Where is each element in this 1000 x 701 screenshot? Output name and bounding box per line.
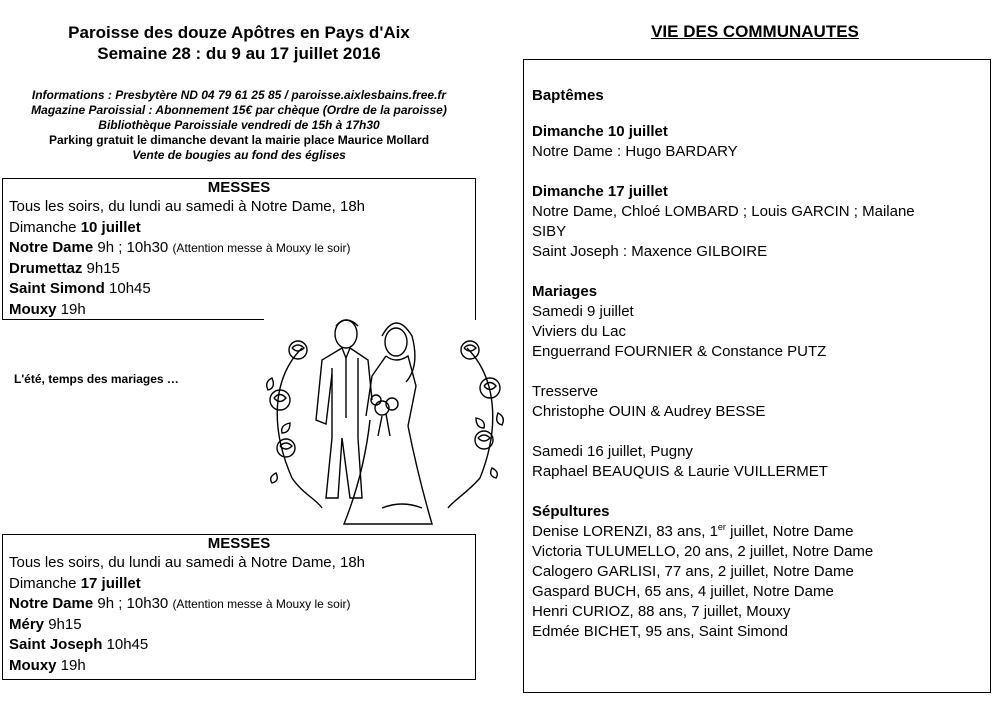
info-line-parking: Parking gratuit le dimanche devant la mairie place Maurice Mollard: [48, 133, 430, 147]
spacer: [532, 362, 982, 382]
mass-time: 9h15: [44, 615, 82, 633]
ordinal-superscript: er: [717, 522, 726, 532]
place-name: Méry: [9, 615, 45, 633]
mass-time: 10h45: [104, 280, 151, 297]
weekday-masses: Tous les soirs, du lundi au samedi à Notre Dame, 18h: [9, 198, 366, 215]
wedding-couple-illustration: [262, 308, 506, 536]
mariages-line: Samedi 16 juillet, Pugny: [532, 443, 693, 460]
sepultures-line: Victoria TULUMELLO, 20 ans, 2 juillet, Notre Dame: [532, 543, 874, 560]
mass-place-3: [3, 279, 475, 300]
sepultures-line: [532, 522, 982, 542]
spacer: [532, 162, 982, 182]
summer-caption: L'été, temps des mariages …: [14, 372, 179, 386]
communautes-box: [523, 59, 991, 693]
spacer: [532, 482, 982, 502]
sepultures-line: Edmée BICHET, 95 ans, Saint Simond: [532, 623, 788, 640]
communautes-title: VIE DES COMMUNAUTES: [651, 22, 859, 41]
mariages-line: Viviers du Lac: [532, 323, 626, 340]
sepultures-line: Henri CURIOZ, 88 ans, 7 juillet, Mouxy: [532, 603, 791, 620]
mass-note: (Attention messe à Mouxy le soir): [172, 597, 351, 611]
mass-time: 10h45: [102, 636, 149, 653]
spacer: [532, 106, 982, 122]
mass-place-3: [3, 635, 475, 656]
sunday-date: 17 juillet: [80, 574, 141, 592]
messes-box-2: [2, 534, 476, 680]
place-name: Mouxy: [9, 300, 57, 318]
baptemes-entry: Notre Dame : Hugo BARDARY: [532, 143, 738, 160]
box-1-bottom-line: [2, 319, 264, 320]
info-line-candles: Vente de bougies au fond des églises: [132, 148, 346, 162]
info-line-magazine: Magazine Paroissial : Abonnement 15€ par chèque (Ordre de la paroisse): [31, 103, 447, 117]
mariages-line: Christophe OUIN & Audrey BESSE: [532, 403, 766, 420]
place-name: Mouxy: [9, 656, 57, 674]
mass-place-2: [3, 615, 475, 636]
sunday-line: [3, 218, 475, 239]
sepultures-text: juillet, Notre Dame: [725, 523, 854, 540]
place-name: Saint Joseph: [9, 636, 103, 653]
baptemes-entry: SIBY: [532, 223, 567, 240]
spacer: [532, 262, 982, 282]
parish-title: Paroisse des douze Apôtres en Pays d'Aix: [68, 23, 410, 42]
sunday-label: Dimanche: [9, 574, 81, 592]
sunday-line: [3, 574, 475, 595]
mass-place-2: [3, 259, 475, 280]
place-name: Drumettaz: [9, 259, 83, 277]
info-block: [0, 88, 478, 163]
sepultures-line: Calogero GARLISI, 77 ans, 2 juillet, Notre Dame: [532, 563, 854, 580]
mariages-line: Tresserve: [532, 383, 599, 400]
weekday-masses: Tous les soirs, du lundi au samedi à Notre Dame, 18h: [9, 554, 366, 571]
mariages-line: Enguerrand FOURNIER & Constance PUTZ: [532, 343, 827, 360]
mass-notre-dame: [3, 238, 475, 259]
mass-times: 9h ; 10h30: [93, 239, 173, 256]
communautes-content: [532, 86, 982, 642]
mass-note: (Attention messe à Mouxy le soir): [172, 241, 351, 255]
mass-notre-dame: [3, 594, 475, 615]
place-name: Notre Dame: [9, 595, 94, 612]
place-name: Saint Simond: [9, 280, 105, 297]
messes-box-1: [2, 178, 476, 320]
messes-title: MESSES: [207, 535, 271, 552]
info-line-phone: Informations : Presbytère ND 04 79 61 25 85 / paroisse.aixlesbains.free.fr: [31, 88, 447, 102]
mariages-line: Raphael BEAUQUIS & Laurie VUILLERMET: [532, 463, 828, 480]
info-line-library: Bibliothèque Paroissiale vendredi de 15h à 17h30: [98, 118, 380, 132]
mass-time: 19h: [56, 300, 86, 318]
week-title: Semaine 28 : du 9 au 17 juillet 2016: [97, 44, 381, 63]
mass-time: 19h: [56, 656, 86, 674]
mass-time: 9h15: [82, 259, 120, 277]
sepultures-line: Gaspard BUCH, 65 ans, 4 juillet, Notre Dame: [532, 583, 834, 600]
sunday-label: Dimanche: [9, 218, 81, 236]
mariages-line: Samedi 9 juillet: [532, 303, 634, 320]
baptemes-heading: Baptêmes: [532, 87, 604, 104]
baptemes-entry: Saint Joseph : Maxence GILBOIRE: [532, 243, 768, 260]
baptemes-entry: Notre Dame, Chloé LOMBARD ; Louis GARCIN ; Mailane: [532, 203, 915, 220]
sepultures-heading: Sépultures: [532, 503, 610, 520]
sunday-date: 10 juillet: [80, 218, 141, 236]
parish-header: [0, 22, 478, 64]
place-name: Notre Dame: [9, 239, 94, 256]
baptemes-date-1: Dimanche 10 juillet: [532, 123, 668, 140]
messes-title: MESSES: [207, 179, 271, 196]
mass-place-4: [3, 656, 475, 677]
baptemes-date-2: Dimanche 17 juillet: [532, 183, 668, 200]
sepultures-text: Denise LORENZI, 83 ans, 1: [532, 523, 718, 540]
mass-times: 9h ; 10h30: [93, 595, 173, 612]
mariages-heading: Mariages: [532, 283, 598, 300]
spacer: [532, 422, 982, 442]
